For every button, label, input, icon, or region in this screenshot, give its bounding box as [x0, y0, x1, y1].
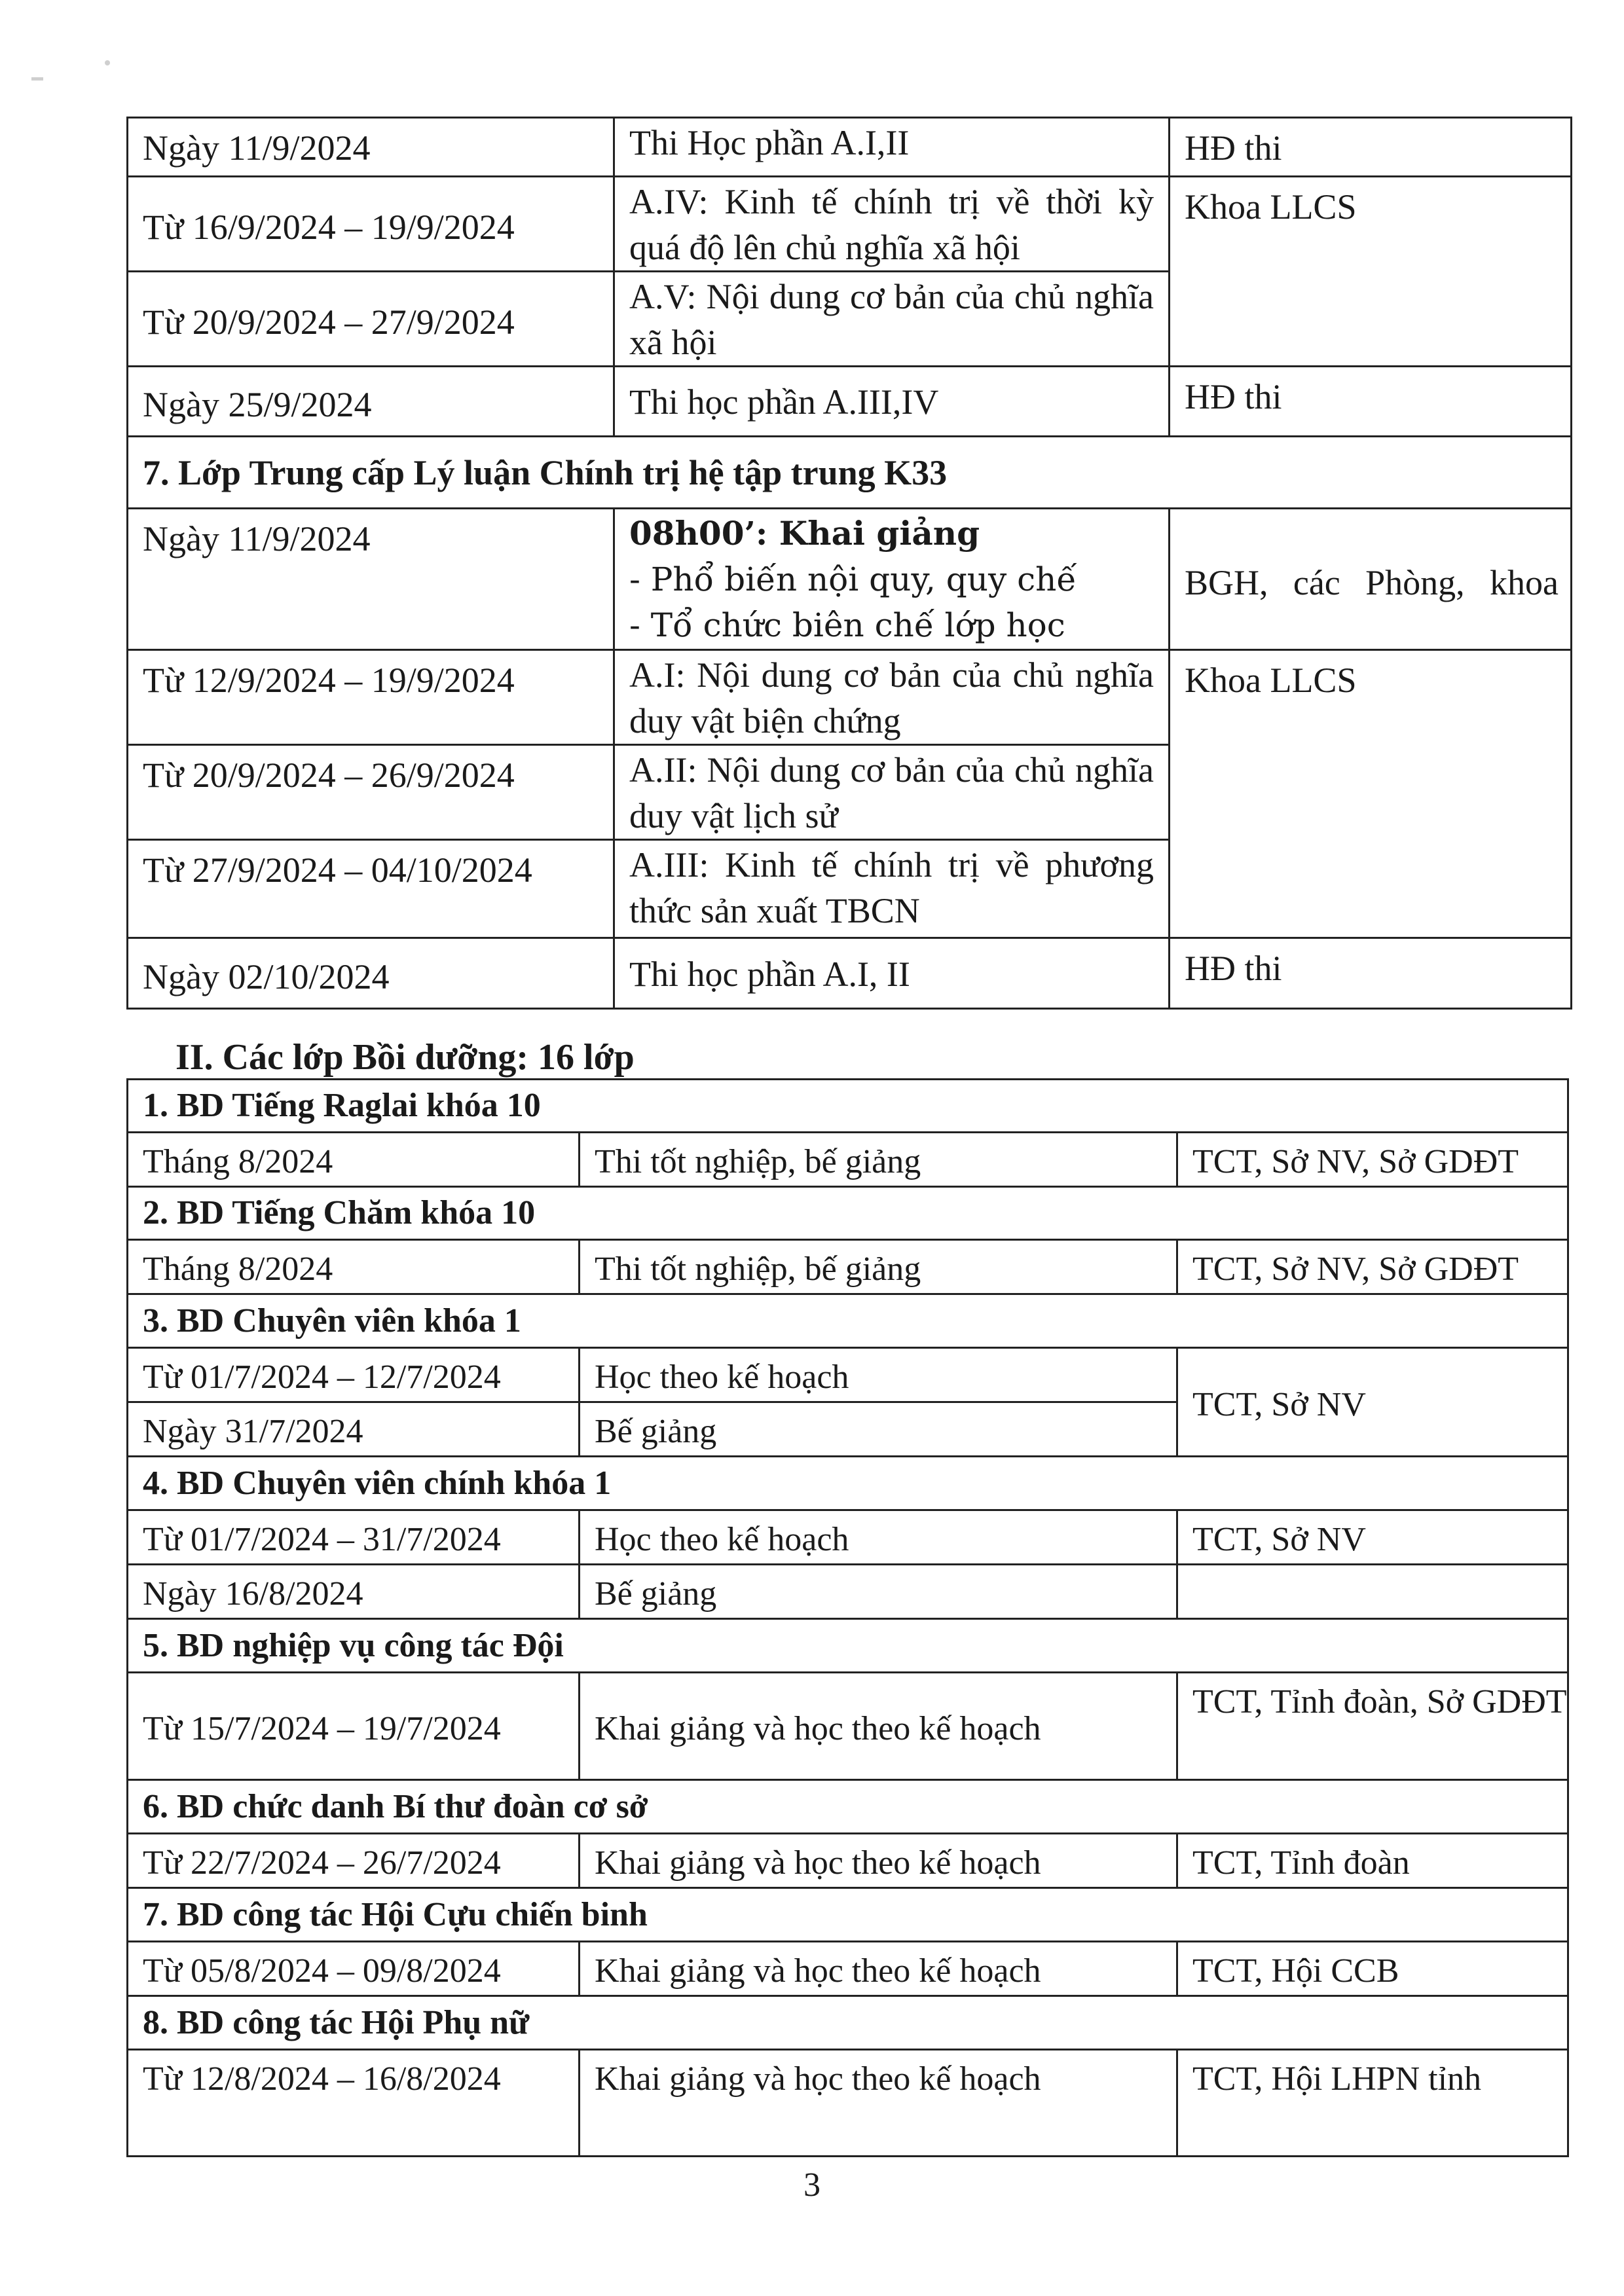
table-row	[128, 1565, 1568, 1619]
content-cell: Khai giảng và học theo kế hoạch	[580, 1834, 1177, 1888]
responsible-cell: HĐ thi	[1170, 367, 1572, 437]
responsible-cell: TCT, Hội LHPN tỉnh	[1177, 2050, 1568, 2157]
scan-speck	[31, 77, 43, 81]
content-cell: Học theo kế hoạch	[580, 1510, 1177, 1565]
schedule-table-training-classes	[126, 1078, 1569, 2157]
section-title: 1. BD Tiếng Raglai khóa 10	[128, 1080, 1568, 1133]
content-cell: Bế giảng	[580, 1402, 1177, 1457]
responsible-cell-empty	[1177, 1565, 1568, 1619]
section-title: 8. BD công tác Hội Phụ nữ	[128, 1996, 1568, 2050]
responsible-cell: TCT, Sở NV	[1177, 1510, 1568, 1565]
date-cell: Từ 01/7/2024 – 12/7/2024	[128, 1348, 580, 1402]
responsible-cell: TCT, Sở NV	[1177, 1348, 1568, 1457]
content-cell: A.V: Nội dung cơ bản của chủ nghĩa xã hội	[614, 272, 1170, 367]
responsible-cell: TCT, Sở NV, Sở GDĐT	[1177, 1240, 1568, 1294]
table-row	[128, 118, 1572, 177]
page-number: 3	[803, 2166, 821, 2204]
section-title: 4. BD Chuyên viên chính khóa 1	[128, 1457, 1568, 1510]
date-cell: Từ 16/9/2024 – 19/9/2024	[128, 177, 614, 272]
content-cell: Thi học phần A.III,IV	[614, 367, 1170, 437]
content-cell	[614, 509, 1170, 650]
section-title: 7. Lớp Trung cấp Lý luận Chính trị hệ tập trung K33	[128, 437, 1572, 509]
table-row	[128, 650, 1572, 745]
date-cell: Từ 01/7/2024 – 31/7/2024	[128, 1510, 580, 1565]
content-cell: A.II: Nội dung cơ bản của chủ nghĩa duy vật lịch sử	[614, 745, 1170, 840]
table-row	[128, 1240, 1568, 1294]
table-row	[128, 1673, 1568, 1780]
schedule-table-political-theory	[126, 117, 1572, 1010]
content-cell: Bế giảng	[580, 1565, 1177, 1619]
opening-item: - Tổ chức biên chế lớp học	[629, 606, 1065, 644]
date-cell: Từ 12/8/2024 – 16/8/2024	[128, 2050, 580, 2157]
table-row	[128, 509, 1572, 650]
date-cell: Từ 12/9/2024 – 19/9/2024	[128, 650, 614, 745]
date-cell: Từ 05/8/2024 – 09/8/2024	[128, 1942, 580, 1996]
table-row	[128, 177, 1572, 272]
content-cell: A.III: Kinh tế chính trị về phương thức sản xuất TBCN	[614, 840, 1170, 938]
section-title: 3. BD Chuyên viên khóa 1	[128, 1294, 1568, 1348]
responsible-cell: TCT, Tỉnh đoàn	[1177, 1834, 1568, 1888]
section-title: 7. BD công tác Hội Cựu chiến binh	[128, 1888, 1568, 1942]
date-cell: Ngày 31/7/2024	[128, 1402, 580, 1457]
date-cell: Từ 20/9/2024 – 26/9/2024	[128, 745, 614, 840]
table-row	[128, 938, 1572, 1009]
responsible-cell: Khoa LLCS	[1170, 650, 1572, 938]
section-title-row	[128, 437, 1572, 509]
opening-item: - Phổ biến nội quy, quy chế	[629, 560, 1077, 598]
table-row	[128, 1942, 1568, 1996]
date-cell: Từ 22/7/2024 – 26/7/2024	[128, 1834, 580, 1888]
date-cell: Ngày 11/9/2024	[128, 118, 614, 177]
table-row	[128, 1510, 1568, 1565]
responsible-text: BGH, các Phòng, khoa	[1185, 562, 1559, 602]
date-cell: Từ 15/7/2024 – 19/7/2024	[128, 1673, 580, 1780]
date-cell: Ngày 11/9/2024	[128, 509, 614, 650]
content-cell: Khai giảng và học theo kế hoạch	[580, 2050, 1177, 2157]
opening-time-label: 08h00’: Khai giảng	[629, 514, 980, 553]
table-row	[128, 1133, 1568, 1187]
date-cell: Ngày 16/8/2024	[128, 1565, 580, 1619]
date-cell: Ngày 25/9/2024	[128, 367, 614, 437]
content-cell: Thi Học phần A.I,II	[614, 118, 1170, 177]
content-cell: A.I: Nội dung cơ bản của chủ nghĩa duy vật biện chứng	[614, 650, 1170, 745]
responsible-cell: TCT, Tỉnh đoàn, Sở GDĐT	[1177, 1673, 1568, 1780]
date-cell: Tháng 8/2024	[128, 1240, 580, 1294]
date-cell: Từ 27/9/2024 – 04/10/2024	[128, 840, 614, 938]
section-heading: II. Các lớp Bồi dưỡng: 16 lớp	[175, 1037, 635, 1078]
content-cell: Thi tốt nghiệp, bế giảng	[580, 1133, 1177, 1187]
content-cell: Học theo kế hoạch	[580, 1348, 1177, 1402]
content-cell: Khai giảng và học theo kế hoạch	[580, 1673, 1177, 1780]
responsible-cell	[1170, 509, 1572, 650]
date-cell: Ngày 02/10/2024	[128, 938, 614, 1009]
responsible-cell: HĐ thi	[1170, 118, 1572, 177]
responsible-cell: Khoa LLCS	[1170, 177, 1572, 367]
section-title: 2. BD Tiếng Chăm khóa 10	[128, 1187, 1568, 1240]
responsible-cell: HĐ thi	[1170, 938, 1572, 1009]
content-cell: Khai giảng và học theo kế hoạch	[580, 1942, 1177, 1996]
scan-speck	[105, 60, 110, 65]
section-title: 6. BD chức danh Bí thư đoàn cơ sở	[128, 1780, 1568, 1834]
section-title: 5. BD nghiệp vụ công tác Đội	[128, 1619, 1568, 1673]
table-row	[128, 367, 1572, 437]
table-row	[128, 1834, 1568, 1888]
table-row	[128, 2050, 1568, 2157]
content-cell: Thi học phần A.I, II	[614, 938, 1170, 1009]
responsible-cell: TCT, Sở NV, Sở GDĐT	[1177, 1133, 1568, 1187]
table-row	[128, 1348, 1568, 1402]
content-cell: Thi tốt nghiệp, bế giảng	[580, 1240, 1177, 1294]
date-cell: Tháng 8/2024	[128, 1133, 580, 1187]
content-cell: A.IV: Kinh tế chính trị về thời kỳ quá độ lên chủ nghĩa xã hội	[614, 177, 1170, 272]
responsible-cell: TCT, Hội CCB	[1177, 1942, 1568, 1996]
date-cell: Từ 20/9/2024 – 27/9/2024	[128, 272, 614, 367]
